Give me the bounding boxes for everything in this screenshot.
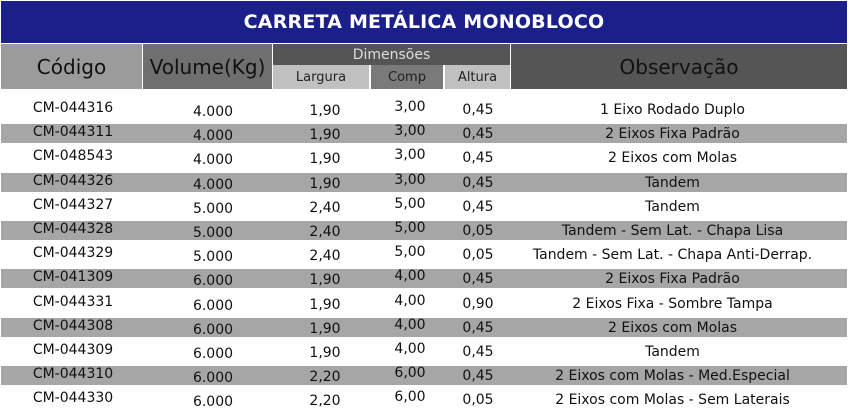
- cell-codigo: CM-044328: [32, 221, 114, 237]
- table-row: [0, 341, 849, 361]
- cell-comp: 5,00: [394, 220, 426, 236]
- cell-altura: 0,05: [462, 247, 494, 263]
- cell-codigo: CM-044331: [32, 294, 114, 310]
- cell-codigo: CM-044316: [32, 100, 114, 116]
- cell-largura: 2,20: [309, 369, 341, 385]
- cell-codigo: CM-044308: [32, 318, 114, 334]
- cell-largura: 2,40: [309, 248, 341, 264]
- cell-volume: 5.000: [192, 249, 234, 265]
- cell-altura: 0,45: [462, 368, 494, 384]
- cell-volume: 6.000: [192, 394, 234, 410]
- cell-observacao: 2 Eixos com Molas - Med.Especial: [555, 368, 790, 384]
- cell-altura: 0,45: [462, 199, 494, 215]
- cell-comp: 3,00: [394, 147, 426, 163]
- cell-codigo: CM-044330: [32, 390, 114, 406]
- table-row: [0, 196, 849, 216]
- cell-volume: 6.000: [192, 322, 234, 338]
- cell-altura: 0,45: [462, 175, 494, 191]
- cell-largura: 2,40: [309, 224, 341, 240]
- table-row: [0, 317, 849, 337]
- cell-largura: 1,90: [309, 127, 341, 143]
- cell-altura: 0,45: [462, 126, 494, 142]
- cell-largura: 2,40: [309, 200, 341, 216]
- cell-comp: 5,00: [394, 244, 426, 260]
- cell-observacao: Tandem - Sem Lat. - Chapa Lisa: [561, 223, 784, 239]
- cell-altura: 0,05: [462, 392, 494, 408]
- cell-altura: 0,05: [462, 223, 494, 239]
- cell-comp: 4,00: [394, 317, 426, 333]
- cell-codigo: CM-044310: [32, 366, 114, 382]
- cell-comp: 5,00: [394, 196, 426, 212]
- header-volume: Volume(Kg): [143, 44, 272, 89]
- cell-volume: 6.000: [192, 298, 234, 314]
- cell-comp: 6,00: [394, 365, 426, 381]
- cell-codigo: CM-041309: [32, 269, 114, 285]
- cell-volume: 6.000: [192, 370, 234, 386]
- table-row: [0, 244, 849, 264]
- cell-volume: 5.000: [192, 201, 234, 217]
- cell-volume: 6.000: [192, 346, 234, 362]
- table-row: [0, 365, 849, 385]
- cell-comp: 4,00: [394, 293, 426, 309]
- cell-largura: 1,90: [309, 272, 341, 288]
- cell-comp: 3,00: [394, 99, 426, 115]
- cell-largura: 1,90: [309, 103, 341, 119]
- cell-comp: 3,00: [394, 172, 426, 188]
- cell-observacao: 2 Eixos Fixa Padrão: [605, 126, 740, 142]
- cell-observacao: Tandem: [645, 344, 700, 360]
- cell-observacao: 2 Eixos Fixa - Sombre Tampa: [572, 296, 773, 312]
- cell-altura: 0,90: [462, 296, 494, 312]
- cell-comp: 4,00: [394, 341, 426, 357]
- header-codigo: Código: [1, 44, 142, 89]
- cell-volume: 4.000: [192, 104, 234, 120]
- cell-largura: 2,20: [309, 393, 341, 409]
- header-dimensoes: Dimensões: [273, 44, 510, 65]
- cell-codigo: CM-044327: [32, 197, 114, 213]
- header-largura: Largura: [273, 65, 369, 89]
- cell-largura: 1,90: [309, 321, 341, 337]
- cell-codigo: CM-044311: [32, 124, 114, 140]
- cell-observacao: 1 Eixo Rodado Duplo: [600, 102, 745, 118]
- cell-altura: 0,45: [462, 150, 494, 166]
- table-row: [0, 293, 849, 313]
- cell-comp: 3,00: [394, 123, 426, 139]
- cell-largura: 1,90: [309, 345, 341, 361]
- cell-observacao: Tandem: [645, 199, 700, 215]
- cell-altura: 0,45: [462, 320, 494, 336]
- cell-codigo: CM-048543: [32, 148, 114, 164]
- cell-altura: 0,45: [462, 102, 494, 118]
- cell-volume: 6.000: [192, 273, 234, 289]
- cell-volume: 4.000: [192, 152, 234, 168]
- table-row: [0, 123, 849, 143]
- cell-largura: 1,90: [309, 297, 341, 313]
- table-title: CARRETA METÁLICA MONOBLOCO: [1, 1, 847, 43]
- cell-altura: 0,45: [462, 271, 494, 287]
- header-observacao: Observação: [511, 44, 847, 89]
- cell-observacao: 2 Eixos com Molas: [607, 150, 737, 166]
- cell-volume: 4.000: [192, 177, 234, 193]
- table-row: [0, 220, 849, 240]
- header-comp: Comp: [371, 65, 443, 89]
- cell-volume: 5.000: [192, 225, 234, 241]
- table-row: [0, 268, 849, 288]
- table-row: [0, 172, 849, 192]
- table-row: [0, 147, 849, 167]
- cell-codigo: CM-044329: [32, 245, 114, 261]
- cell-comp: 4,00: [394, 268, 426, 284]
- cell-observacao: 2 Eixos com Molas - Sem Laterais: [555, 392, 790, 408]
- header-altura: Altura: [445, 65, 510, 89]
- cell-largura: 1,90: [309, 151, 341, 167]
- cell-volume: 4.000: [192, 128, 234, 144]
- cell-observacao: 2 Eixos Fixa Padrão: [605, 271, 740, 287]
- cell-comp: 6,00: [394, 389, 426, 405]
- cell-largura: 1,90: [309, 176, 341, 192]
- cell-observacao: Tandem - Sem Lat. - Chapa Anti-Derrap.: [532, 247, 813, 263]
- table-row: [0, 99, 849, 119]
- cell-codigo: CM-044326: [32, 173, 114, 189]
- table-row: [0, 389, 849, 409]
- cell-codigo: CM-044309: [32, 342, 114, 358]
- cell-altura: 0,45: [462, 344, 494, 360]
- cell-observacao: Tandem: [645, 175, 700, 191]
- cell-observacao: 2 Eixos com Molas: [607, 320, 737, 336]
